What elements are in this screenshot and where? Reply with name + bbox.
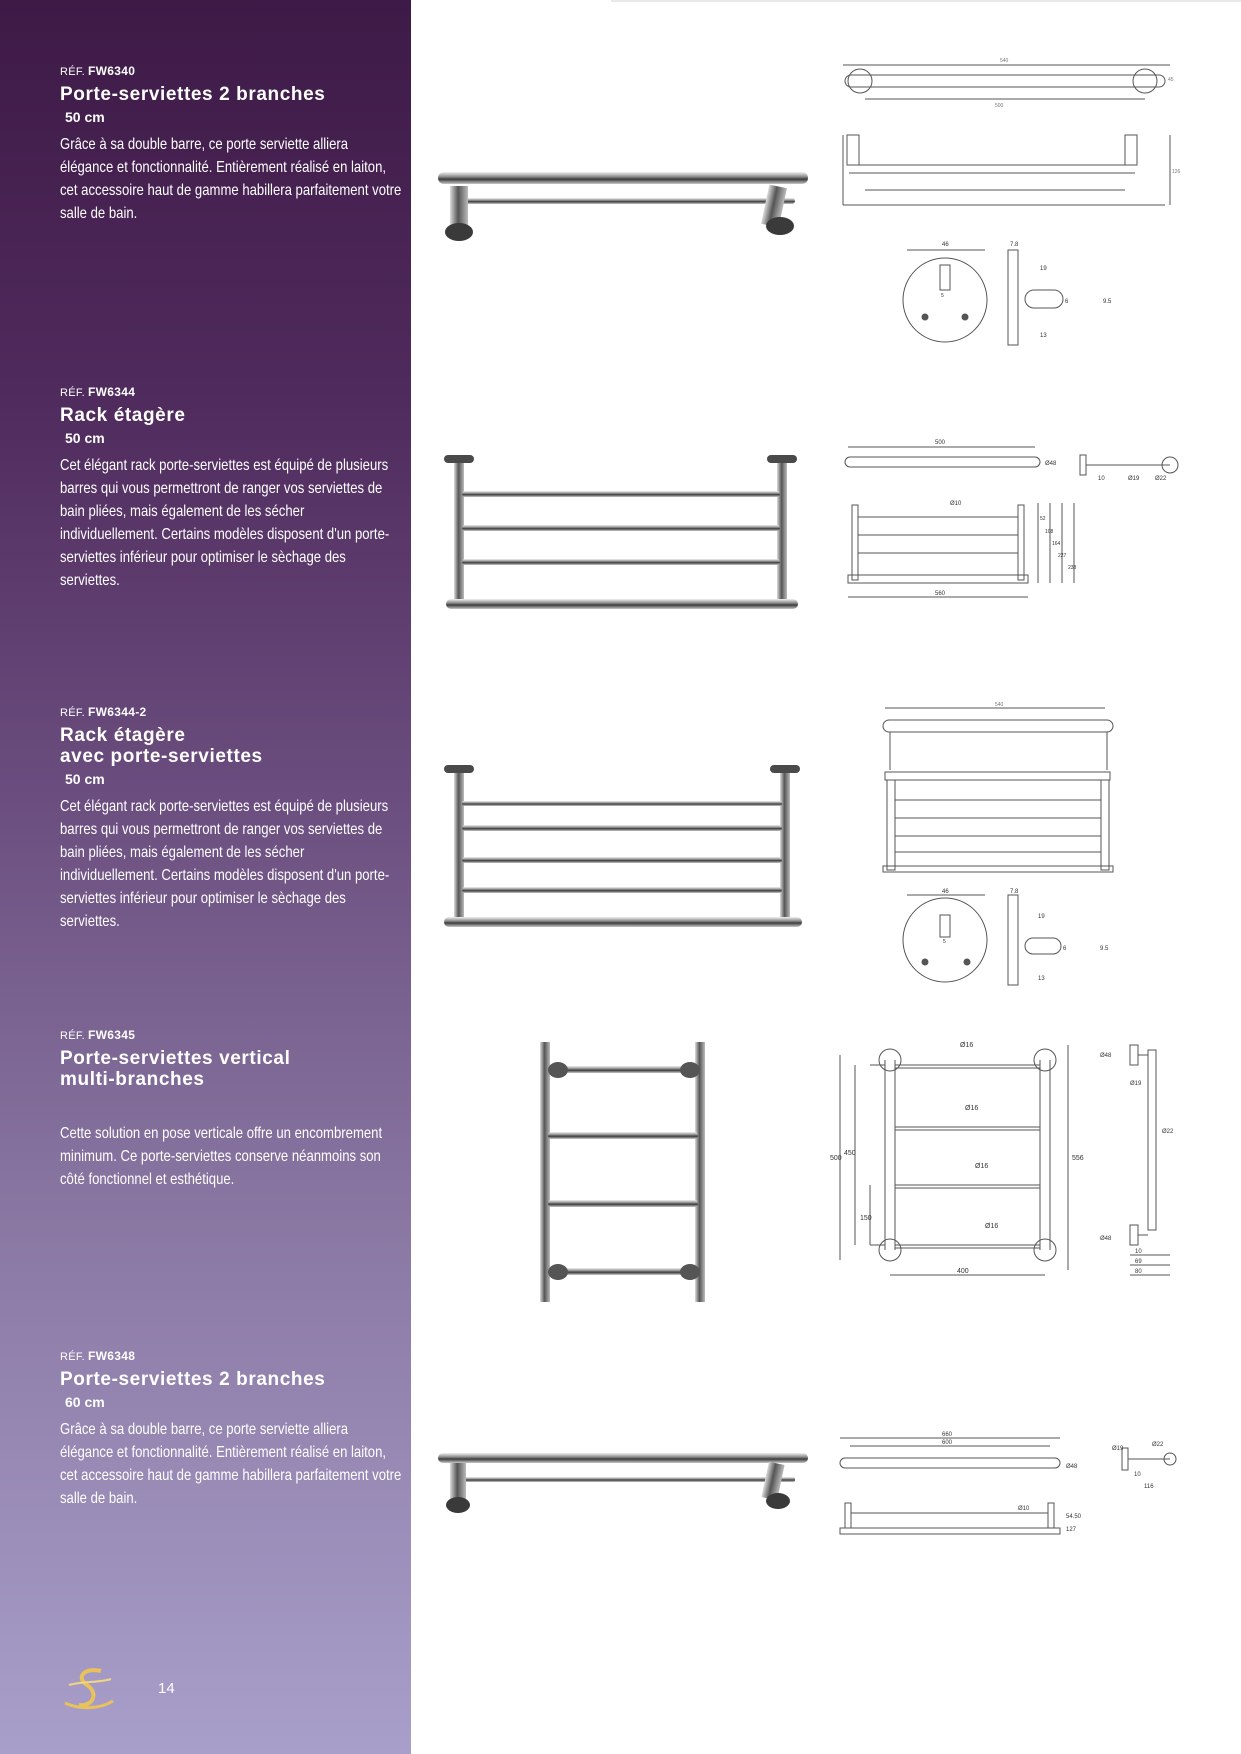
dim-label: Ø19 xyxy=(1128,476,1140,482)
product-ref xyxy=(60,1349,405,1363)
dim-label: 6 xyxy=(1063,946,1067,952)
dim-label: 126 xyxy=(1172,169,1180,175)
dim-label: 238 xyxy=(1068,565,1077,571)
dim-label: 227 xyxy=(1058,553,1067,559)
product-fw6348 xyxy=(60,1349,405,1510)
ref-code: FW6345 xyxy=(88,1028,136,1042)
product-fw6344-2 xyxy=(60,705,405,933)
dim-label: 660 xyxy=(942,1432,953,1438)
dim-label: Ø48 xyxy=(1100,1053,1112,1059)
dim-label: 500 xyxy=(995,103,1004,109)
brand-logo-icon xyxy=(55,1665,125,1715)
dim-label: Ø48 xyxy=(1100,1236,1112,1242)
dim-label: Ø19 xyxy=(1130,1081,1142,1087)
dim-label: 400 xyxy=(957,1268,969,1275)
dim-label: 13 xyxy=(1038,976,1045,982)
dim-label: 500 xyxy=(935,440,946,446)
dim-label: 5 xyxy=(943,939,946,945)
dim-label: 556 xyxy=(1072,1155,1084,1162)
ref-label: RÉF. xyxy=(60,1030,86,1042)
page-number: 14 xyxy=(158,1680,175,1697)
dim-label: 600 xyxy=(942,1440,953,1446)
product-ref xyxy=(60,385,405,399)
product-ref xyxy=(60,64,405,78)
dim-label: Ø22 xyxy=(1152,1442,1164,1448)
product-ref xyxy=(60,705,405,719)
dim-label: Ø48 xyxy=(1066,1464,1078,1470)
ref-code: FW6344 xyxy=(88,385,136,399)
dim-label: 13 xyxy=(1040,333,1047,339)
product-photo-fw6348 xyxy=(430,1445,815,1525)
dim-label: 9.5 xyxy=(1100,946,1109,952)
ref-code: FW6344-2 xyxy=(88,705,147,719)
product-photo-fw6344 xyxy=(440,455,810,615)
dim-label: 6 xyxy=(1065,299,1069,305)
dim-label: Ø48 xyxy=(1045,461,1057,467)
product-photo-fw6340 xyxy=(430,150,815,250)
product-size: 50 cm xyxy=(65,430,105,446)
product-description: Grâce à sa double barre, ce porte serviette alliera élégance et fonctionnalité. Entièrement réalisé en laiton, cet accessoire haut de gamme habillera parfaitement votre salle de bain. xyxy=(60,136,402,222)
product-title: Rack étagère avec porte-serviettes xyxy=(60,725,263,767)
dim-label: 450 xyxy=(844,1150,856,1157)
product-fw6344 xyxy=(60,385,405,592)
dim-label: Ø16 xyxy=(960,1042,974,1049)
product-description: Grâce à sa double barre, ce porte serviette alliera élégance et fonctionnalité. Entièrement réalisé en laiton, cet accessoire haut de gamme habillera parfaitement votre salle de bain. xyxy=(60,1421,402,1507)
product-size xyxy=(65,1094,405,1108)
dim-label: 540 xyxy=(995,702,1004,708)
ref-label: RÉF. xyxy=(60,1351,86,1363)
product-photo-fw6344-2 xyxy=(440,765,810,935)
dim-label: 46 xyxy=(942,889,949,895)
dim-label: Ø22 xyxy=(1155,476,1167,482)
dim-label: 10 xyxy=(1098,476,1105,482)
dim-label: Ø10 xyxy=(950,501,962,507)
dim-label: 7.8 xyxy=(1010,889,1019,895)
dim-label: 150 xyxy=(860,1215,872,1222)
dim-label: 69 xyxy=(1135,1259,1142,1265)
product-size: 50 cm xyxy=(65,109,105,125)
product-size: 50 cm xyxy=(65,771,105,787)
product-description: Cet élégant rack porte-serviettes est équipé de plusieurs barres qui vous permettront de ranger vos serviettes de bain pliées, mais également de les sécher individuellement. Certains modèles disposent d'un porte-serviettes inférieur pour optimiser le sèchage des serviettes. xyxy=(60,457,390,589)
ref-label: RÉF. xyxy=(60,387,86,399)
dim-label: 80 xyxy=(1135,1269,1142,1275)
technical-drawing-fw6345 xyxy=(830,1035,1190,1305)
product-description: Cet élégant rack porte-serviettes est équipé de plusieurs barres qui vous permettront de ranger vos serviettes de bain pliées, mais également de les sécher individuellement. Certains modèles disposent d'un porte-serviettes inférieur pour optimiser le sèchage des serviettes. xyxy=(60,798,390,930)
dim-label: 540 xyxy=(1000,58,1009,64)
technical-drawing-fw6344-2 xyxy=(875,700,1175,990)
product-title: Rack étagère xyxy=(60,405,186,426)
ref-code: FW6348 xyxy=(88,1349,136,1363)
ref-label: RÉF. xyxy=(60,66,86,78)
dim-label: 560 xyxy=(935,591,946,597)
dim-label: 10 xyxy=(1134,1472,1141,1478)
dim-label: 7.8 xyxy=(1010,242,1019,248)
technical-drawing-fw6348 xyxy=(830,1428,1190,1548)
dim-label: 52 xyxy=(1040,516,1046,522)
dim-label: 5 xyxy=(941,293,944,299)
dim-label: 19 xyxy=(1038,914,1045,920)
dim-label: 54.50 xyxy=(1066,1514,1082,1520)
product-title: Porte-serviettes 2 branches xyxy=(60,84,326,105)
dim-label: 127 xyxy=(1066,1527,1077,1533)
technical-drawing-fw6344 xyxy=(840,435,1185,610)
product-ref xyxy=(60,1028,405,1042)
product-description: Cette solution en pose verticale offre un encombrement minimum. Ce porte-serviettes conserve néanmoins son côté fonctionnel et esthétique. xyxy=(60,1125,383,1188)
dim-label: Ø19 xyxy=(1112,1446,1124,1452)
dim-label: Ø16 xyxy=(985,1223,999,1230)
dim-label: 9.5 xyxy=(1103,299,1112,305)
dim-label: 19 xyxy=(1040,266,1047,272)
product-fw6345 xyxy=(60,1028,405,1191)
dim-label: 164 xyxy=(1052,541,1061,547)
product-size: 60 cm xyxy=(65,1394,105,1410)
product-fw6340 xyxy=(60,64,405,225)
product-photo-fw6345 xyxy=(530,1040,715,1305)
dim-label: Ø22 xyxy=(1162,1129,1174,1135)
product-title: Porte-serviettes 2 branches xyxy=(60,1369,326,1390)
dim-label: 46 xyxy=(942,242,949,248)
dim-label: 500 xyxy=(830,1155,842,1162)
technical-drawing-fw6340 xyxy=(835,55,1180,350)
dim-label: Ø16 xyxy=(975,1163,989,1170)
dim-label: Ø10 xyxy=(1018,1506,1030,1512)
dim-label: Ø16 xyxy=(965,1105,979,1112)
dim-label: 45 xyxy=(1168,77,1174,83)
ref-code: FW6340 xyxy=(88,64,136,78)
dim-label: 116 xyxy=(1144,1484,1154,1490)
dim-label: 108 xyxy=(1045,529,1054,535)
product-title: Porte-serviettes vertical multi-branches xyxy=(60,1048,291,1090)
ref-label: RÉF. xyxy=(60,707,86,719)
dim-label: 10 xyxy=(1135,1249,1142,1255)
top-rule xyxy=(611,0,1241,2)
